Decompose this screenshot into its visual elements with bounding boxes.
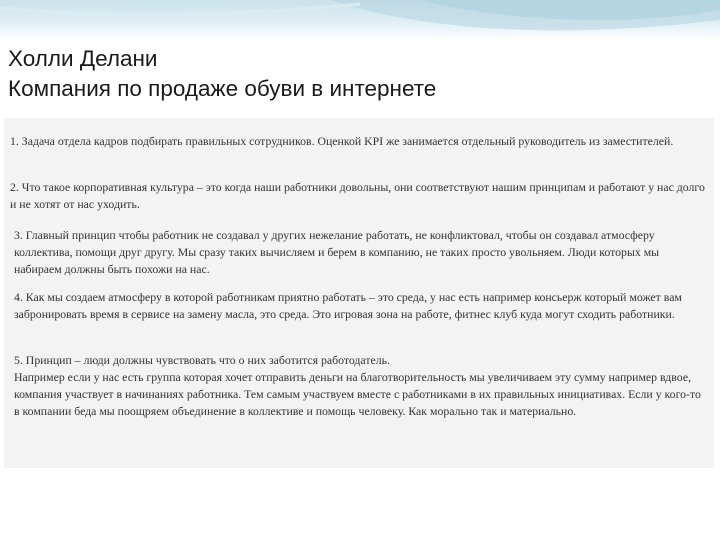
paragraph-3: 3. Главный принцип чтобы работник не создавал у других нежелание работать, не конфликтовал, чтобы он создавал атмосферу коллектива, помощи друг другу. Мы сразу таких вычисляем и берем в компанию, не таких просто увольняем. Люди которых мы набираем должны быть похожи на нас. bbox=[14, 228, 660, 276]
title-line-company: Компания по продаже обуви в интернете bbox=[8, 76, 437, 101]
wave-decoration bbox=[0, 0, 720, 40]
content-panel bbox=[4, 118, 714, 468]
paragraph-2: 2. Что такое корпоративная культура – это когда наши работники довольны, они соответствуют нашим принципам и работают у нас долго и не хотят от нас уходить. bbox=[10, 180, 705, 211]
paragraph-5-body: Например если у нас есть группа которая хочет отправить деньги на благотворительность мы увеличиваем эту сумму например вдвое, компания участвует в начинаниях работника. Тем самым участвуем вместе с работниками в их правильных инициативах. Если у кого-то в компании беда мы поощряем объединение в коллективе и помощь человеку. Как морально так и материально. bbox=[14, 370, 701, 418]
paragraph-5 bbox=[14, 352, 708, 420]
header-decoration-band bbox=[0, 0, 720, 40]
paragraph-1: 1. Задача отдела кадров подбирать правильных сотрудников. Оценкой KPI же занимается отдельный руководитель из заместителей. bbox=[10, 134, 674, 148]
paragraph-4: 4. Как мы создаем атмосферу в которой работникам приятно работать – это среда, у нас есть например консьерж который может вам забронировать время в сервисе на замену масла, это среда. Это игровая зона на работе, фитнес клуб куда могут сходить работники. bbox=[14, 290, 682, 321]
slide-title bbox=[8, 44, 708, 104]
title-line-name: Холли Делани bbox=[8, 46, 158, 71]
paragraph-5-heading: 5. Принцип – люди должны чувствовать что о них заботится работодатель. bbox=[14, 353, 390, 367]
